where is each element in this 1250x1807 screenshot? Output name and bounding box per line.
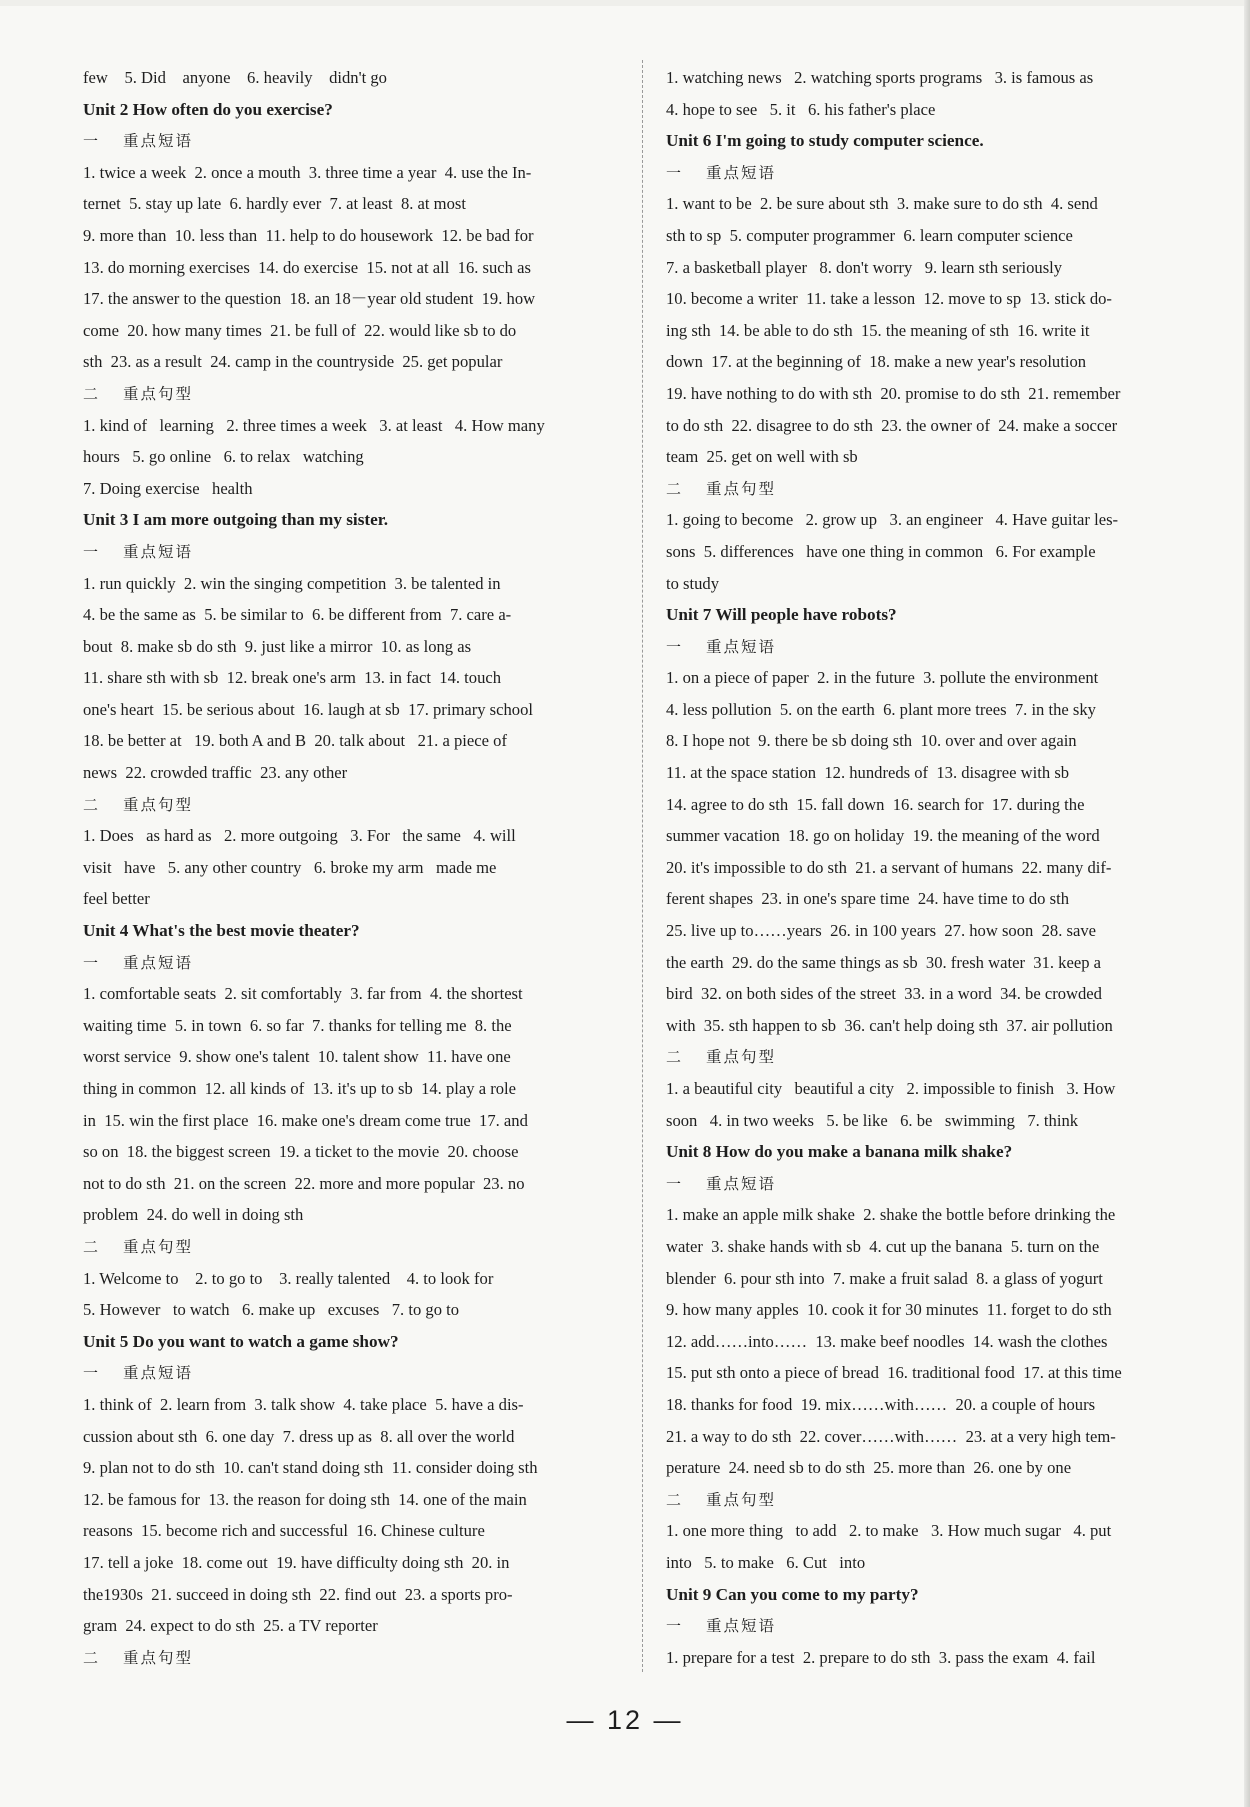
answer-line: 11. at the space station 12. hundreds of 13. disagree with sb	[666, 763, 1070, 783]
answer-line: 4. less pollution 5. on the earth 6. plant more trees 7. in the sky	[666, 699, 1096, 719]
answer-line: so on 18. the biggest screen 19. a ticket to the movie 20. choose	[83, 1142, 519, 1162]
section-label: 重点句型	[123, 384, 194, 403]
unit-heading: Unit 3 I am more outgoing than my sister.	[83, 510, 389, 530]
answer-line: 1. one more thing to add 2. to make 3. How much sugar 4. put	[666, 1521, 1112, 1541]
section-heading	[83, 1357, 631, 1389]
answer-line: feel better	[83, 889, 150, 909]
answer-line: 1. make an apple milk shake 2. shake the bottle before drinking the	[666, 1205, 1116, 1225]
answer-line: 18. be better at 19. both A and B 20. talk about 21. a piece of	[83, 731, 507, 751]
section-label: 重点短语	[123, 953, 194, 972]
answer-line: sons 5. differences have one thing in common 6. For example	[666, 541, 1096, 561]
section-heading	[666, 473, 1212, 505]
answer-line: worst service 9. show one's talent 10. talent show 11. have one	[83, 1047, 511, 1067]
section-heading	[666, 157, 1212, 189]
section-number: 二	[83, 1237, 99, 1256]
answer-line: ferent shapes 23. in one's spare time 24. have time to do sth	[666, 889, 1069, 909]
section-number: 一	[666, 637, 682, 656]
answer-line: 1. watching news 2. watching sports programs 3. is famous as	[666, 68, 1094, 87]
unit-heading: Unit 8 How do you make a banana milk shake?	[666, 1142, 1013, 1162]
section-label: 重点句型	[123, 1648, 194, 1667]
answer-line: 1. on a piece of paper 2. in the future 3. pollute the environment	[666, 668, 1099, 688]
unit-heading: Unit 4 What's the best movie theater?	[83, 921, 360, 941]
answer-line: the1930s 21. succeed in doing sth 22. find out 23. a sports pro-	[83, 1584, 513, 1604]
answer-line: bird 32. on both sides of the street 33. in a word 34. be crowded	[666, 984, 1102, 1004]
answer-line: 9. plan not to do sth 10. can't stand doing sth 11. consider doing sth	[83, 1458, 538, 1478]
answer-line: 17. tell a joke 18. come out 19. have difficulty doing sth 20. in	[83, 1552, 510, 1572]
answer-line: gram 24. expect to do sth 25. a TV reporter	[83, 1616, 378, 1636]
answer-line: 8. I hope not 9. there be sb doing sth 10. over and over again	[666, 731, 1077, 751]
section-number: 一	[83, 542, 99, 561]
answer-line: sth 23. as a result 24. camp in the countryside 25. get popular	[83, 352, 503, 372]
section-number: 二	[83, 384, 99, 403]
answer-line: 1. twice a week 2. once a mouth 3. three time a year 4. use the In-	[83, 162, 532, 182]
section-heading	[666, 1484, 1212, 1516]
answer-line: 4. be the same as 5. be similar to 6. be different from 7. care a-	[83, 605, 512, 625]
answer-line: waiting time 5. in town 6. so far 7. thanks for telling me 8. the	[83, 1015, 512, 1035]
section-label: 重点句型	[123, 1237, 194, 1256]
answer-line: down 17. at the beginning of 18. make a new year's resolution	[666, 352, 1087, 372]
section-number: 二	[666, 479, 682, 498]
answer-line: to do sth 22. disagree to do sth 23. the owner of 24. make a soccer	[666, 415, 1118, 435]
answer-line: 12. add……into…… 13. make beef noodles 14. wash the clothes	[666, 1331, 1108, 1351]
section-label: 重点短语	[706, 1174, 777, 1193]
answer-line: sth to sp 5. computer programmer 6. learn computer science	[666, 225, 1073, 245]
left-column	[83, 62, 631, 1673]
answer-line: 1. kind of learning 2. three times a week 3. at least 4. How many	[83, 415, 545, 435]
answer-line: 1. run quickly 2. win the singing competition 3. be talented in	[83, 573, 501, 593]
answer-line: visit have 5. any other country 6. broke my arm made me	[83, 857, 497, 877]
answer-line: with 35. sth happen to sb 36. can't help doing sth 37. air pollution	[666, 1015, 1113, 1035]
answer-line: news 22. crowded traffic 23. any other	[83, 763, 348, 783]
answer-line: one's heart 15. be serious about 16. laugh at sb 17. primary school	[83, 699, 534, 719]
answer-line: problem 24. do well in doing sth	[83, 1205, 304, 1225]
section-number: 一	[666, 1617, 682, 1636]
answer-line: 1. comfortable seats 2. sit comfortably 3. far from 4. the shortest	[83, 984, 523, 1004]
answer-line: 19. have nothing to do with sth 20. promise to do sth 21. remember	[666, 383, 1121, 403]
section-label: 重点短语	[706, 1617, 777, 1636]
answer-line: in 15. win the first place 16. make one's dream come true 17. and	[83, 1110, 528, 1130]
section-heading	[83, 947, 631, 979]
section-heading	[83, 789, 631, 821]
answer-line: perature 24. need sb to do sth 25. more than 26. one by one	[666, 1458, 1072, 1478]
answer-line: 1. prepare for a test 2. prepare to do sth 3. pass the exam 4. fail	[666, 1647, 1096, 1667]
answer-line: 7. Doing exercise health	[83, 478, 253, 498]
section-number: 二	[83, 1648, 99, 1667]
answer-line: 12. be famous for 13. the reason for doing sth 14. one of the main	[83, 1489, 527, 1509]
section-label: 重点短语	[706, 637, 777, 656]
answer-line: 21. a way to do sth 22. cover……with…… 23. at a very high tem-	[666, 1426, 1116, 1446]
column-divider	[642, 60, 643, 1672]
answer-line: team 25. get on well with sb	[666, 447, 858, 467]
answer-line: hours 5. go online 6. to relax watching	[83, 447, 364, 467]
answer-line: 1. a beautiful city beautiful a city 2. impossible to finish 3. How	[666, 1079, 1116, 1098]
answer-line: bout 8. make sb do sth 9. just like a mirror 10. as long as	[83, 636, 472, 656]
section-number: 一	[83, 132, 99, 151]
answer-line: ternet 5. stay up late 6. hardly ever 7. at least 8. at most	[83, 194, 466, 214]
answer-line: cussion about sth 6. one day 7. dress up as 8. all over the world	[83, 1426, 515, 1446]
section-heading	[666, 631, 1212, 663]
section-label: 重点句型	[123, 795, 194, 814]
section-label: 重点短语	[123, 1364, 194, 1383]
answer-line: 9. how many apples 10. cook it for 30 minutes 11. forget to do sth	[666, 1300, 1112, 1320]
answer-line: 1. think of 2. learn from 3. talk show 4. take place 5. have a dis-	[83, 1394, 524, 1414]
answer-line: 7. a basketball player 8. don't worry 9. learn sth seriously	[666, 257, 1063, 277]
page-number: — 12 —	[566, 1705, 684, 1735]
answer-line: 9. more than 10. less than 11. help to do housework 12. be bad for	[83, 225, 534, 245]
unit-heading: Unit 9 Can you come to my party?	[666, 1584, 919, 1604]
answer-line: 11. share sth with sb 12. break one's arm 13. in fact 14. touch	[83, 668, 502, 688]
page-edge	[1244, 0, 1250, 1807]
section-heading	[83, 536, 631, 568]
answer-line: 15. put sth onto a piece of bread 16. traditional food 17. at this time	[666, 1363, 1122, 1383]
answer-line: into 5. to make 6. Cut into	[666, 1552, 866, 1572]
section-number: 二	[666, 1048, 682, 1067]
section-heading	[666, 1610, 1212, 1642]
answer-line: 20. it's impossible to do sth 21. a servant of humans 22. many dif-	[666, 857, 1112, 877]
section-heading	[83, 1231, 631, 1263]
answer-line: 13. do morning exercises 14. do exercise 15. not at all 16. such as	[83, 257, 531, 277]
answer-line: thing in common 12. all kinds of 13. it's up to sb 14. play a role	[83, 1079, 517, 1098]
unit-heading: Unit 5 Do you want to watch a game show?	[83, 1331, 399, 1351]
section-number: 二	[83, 795, 99, 814]
section-heading	[666, 1168, 1212, 1200]
answer-line: 14. agree to do sth 15. fall down 16. search for 17. during the	[666, 794, 1085, 814]
answer-line: the earth 29. do the same things as sb 30. fresh water 31. keep a	[666, 952, 1102, 972]
answer-line: ing sth 14. be able to do sth 15. the meaning of sth 16. write it	[666, 320, 1090, 340]
answer-line: few 5. Did anyone 6. heavily didn't go	[83, 68, 387, 87]
answer-line: not to do sth 21. on the screen 22. more and more popular 23. no	[83, 1173, 525, 1193]
answer-line: reasons 15. become rich and successful 16. Chinese culture	[83, 1521, 485, 1541]
answer-line: 5. However to watch 6. make up excuses 7. to go to	[83, 1300, 460, 1320]
section-heading	[666, 1041, 1212, 1073]
answer-line: blender 6. pour sth into 7. make a fruit salad 8. a glass of yogurt	[666, 1268, 1103, 1288]
section-number: 二	[666, 1490, 682, 1509]
section-label: 重点短语	[123, 542, 194, 561]
section-label: 重点句型	[706, 1048, 777, 1067]
answer-line: 1. want to be 2. be sure about sth 3. make sure to do sth 4. send	[666, 194, 1098, 214]
answer-line: water 3. shake hands with sb 4. cut up the banana 5. turn on the	[666, 1236, 1100, 1256]
answer-line: 18. thanks for food 19. mix……with…… 20. a couple of hours	[666, 1394, 1096, 1414]
section-heading	[83, 125, 631, 157]
unit-heading: Unit 6 I'm going to study computer science.	[666, 131, 984, 151]
section-label: 重点短语	[123, 132, 194, 151]
answer-line: 17. the answer to the question 18. an 18－year old student 19. how	[83, 289, 536, 309]
section-heading	[83, 378, 631, 410]
section-label: 重点句型	[706, 1490, 777, 1509]
answer-line: to study	[666, 573, 720, 593]
answer-line: 1. Welcome to 2. to go to 3. really talented 4. to look for	[83, 1268, 494, 1288]
section-label: 重点短语	[706, 163, 777, 182]
answer-line: soon 4. in two weeks 5. be like 6. be swimming 7. think	[666, 1110, 1079, 1130]
section-number: 一	[666, 163, 682, 182]
section-heading	[83, 1642, 631, 1674]
answer-line: 4. hope to see 5. it 6. his father's place	[666, 99, 936, 119]
scan-top-edge	[0, 0, 1250, 6]
right-column	[666, 62, 1212, 1673]
answer-line: 25. live up to……years 26. in 100 years 27. how soon 28. save	[666, 921, 1096, 941]
section-number: 一	[83, 953, 99, 972]
section-number: 一	[83, 1364, 99, 1383]
answer-line: 1. Does as hard as 2. more outgoing 3. For the same 4. will	[83, 826, 516, 846]
answer-line: 10. become a writer 11. take a lesson 12. move to sp 13. stick do-	[666, 289, 1112, 309]
answer-line: 1. going to become 2. grow up 3. an engineer 4. Have guitar les-	[666, 510, 1119, 530]
section-label: 重点句型	[706, 479, 777, 498]
section-number: 一	[666, 1174, 682, 1193]
unit-heading: Unit 7 Will people have robots?	[666, 605, 897, 625]
answer-line: summer vacation 18. go on holiday 19. the meaning of the word	[666, 826, 1100, 846]
unit-heading: Unit 2 How often do you exercise?	[83, 99, 333, 119]
answer-line: come 20. how many times 21. be full of 22. would like sb to do	[83, 320, 517, 340]
